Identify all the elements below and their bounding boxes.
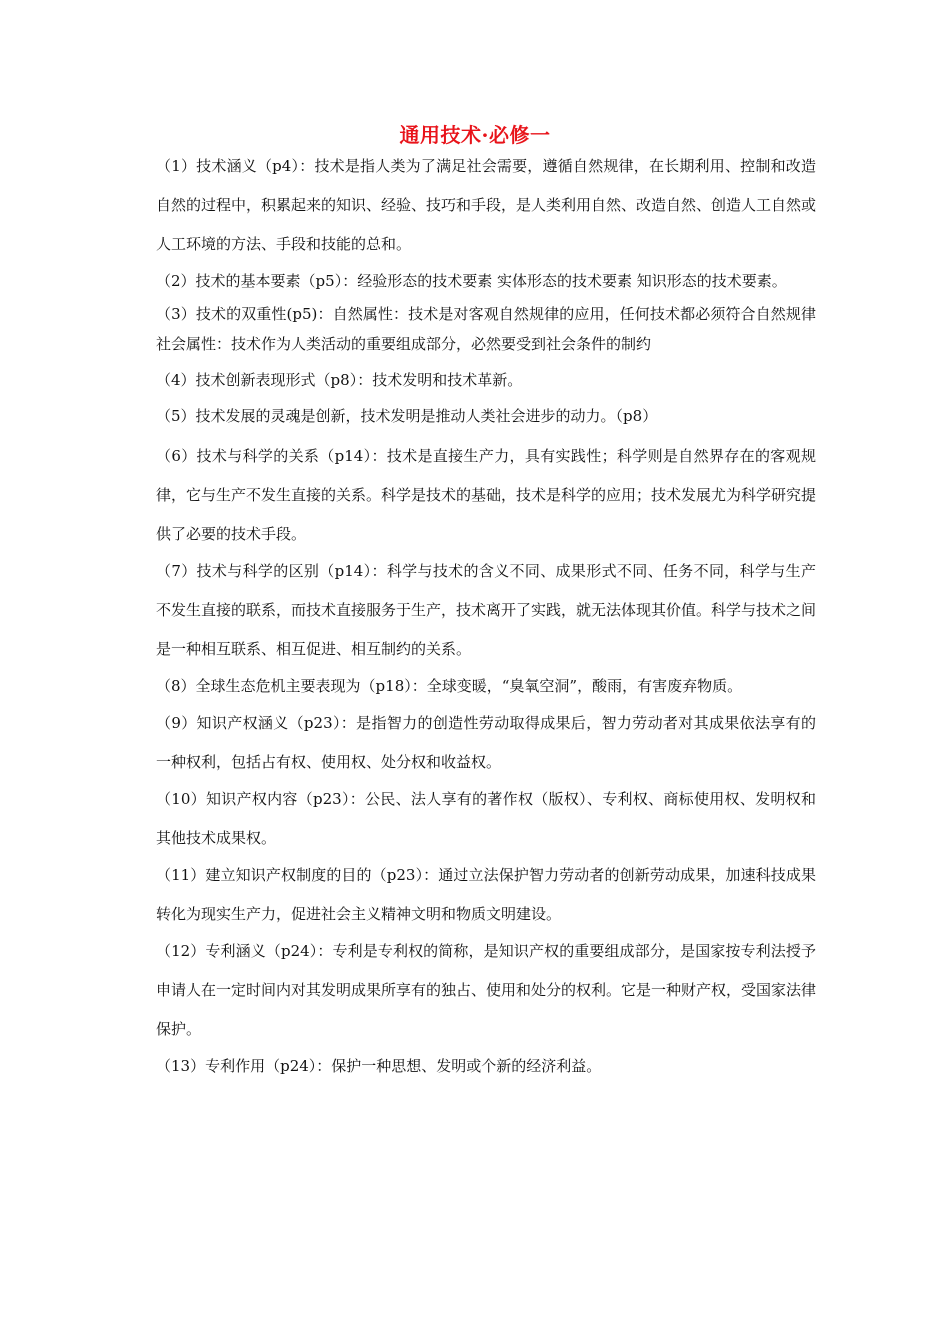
paragraph-2: （2）技术的基本要素（p5）：经验形态的技术要素 实体形态的技术要素 知识形态的技术要素。 <box>156 272 787 290</box>
paragraph-10: （10）知识产权内容（p23）：公民、法人享有的著作权（版权）、专利权、商标使用权、发明权和其他技术成果权。 <box>156 790 816 847</box>
paragraph-7: （7）技术与科学的区别（p14）：科学与技术的含义不同、成果形式不同、任务不同，科学与生产不发生直接的联系，而技术直接服务于生产，技术离开了实践，就无法体现其价值。科学与技术之间是一种相互联系、相互促进、相互制约的关系。 <box>156 562 817 658</box>
paragraph-11: （11）建立知识产权制度的目的（p23）：通过立法保护智力劳动者的创新劳动成果，加速科技成果转化为现实生产力，促进社会主义精神文明和物质文明建设。 <box>156 866 816 923</box>
paragraph-6: （6）技术与科学的关系（p14）：技术是直接生产力，具有实践性；科学则是自然界存在的客观规律，它与生产不发生直接的关系。科学是技术的基础，技术是科学的应用；技术发展尤为科学研究提供了必要的技术手段。 <box>156 447 817 543</box>
page-title: 通用技术·必修一 <box>399 123 551 147</box>
paragraph-13: （13）专利作用（p24）：保护一种思想、发明或个新的经济利益。 <box>156 1057 602 1075</box>
paragraph-8: （8）全球生态危机主要表现为（p18）：全球变暖，“臭氧空洞”，酸雨，有害废弃物质。 <box>156 677 743 695</box>
paragraph-4: （4）技术创新表现形式（p8）：技术发明和技术革新。 <box>156 371 523 389</box>
document-body <box>156 147 816 1084</box>
paragraph-9: （9）知识产权涵义（p23）：是指智力的创造性劳动取得成果后，智力劳动者对其成果依法享有的一种权利，包括占有权、使用权、处分权和收益权。 <box>156 714 816 771</box>
paragraph-5: （5）技术发展的灵魂是创新，技术发明是推动人类社会进步的动力。（p8） <box>156 407 658 425</box>
paragraph-1: （1）技术涵义（p4）：技术是指人类为了满足社会需要，遵循自然规律，在长期利用、控制和改造自然的过程中，积累起来的知识、经验、技巧和手段，是人类利用自然、改造自然、创造人工自然或人工环境的方法、手段和技能的总和。 <box>156 157 817 253</box>
paragraph-12: （12）专利涵义（p24）：专利是专利权的简称，是知识产权的重要组成部分，是国家按专利法授予申请人在一定时间内对其发明成果所享有的独占、使用和处分的权利。它是一种财产权，受国家法律保护。 <box>156 942 817 1038</box>
paragraph-3: （3）技术的双重性(p5)：自然属性：技术是对客观自然规律的应用，任何技术都必须符合自然规律社会属性：技术作为人类活动的重要组成部分，必然要受到社会条件的制约 <box>156 305 816 353</box>
